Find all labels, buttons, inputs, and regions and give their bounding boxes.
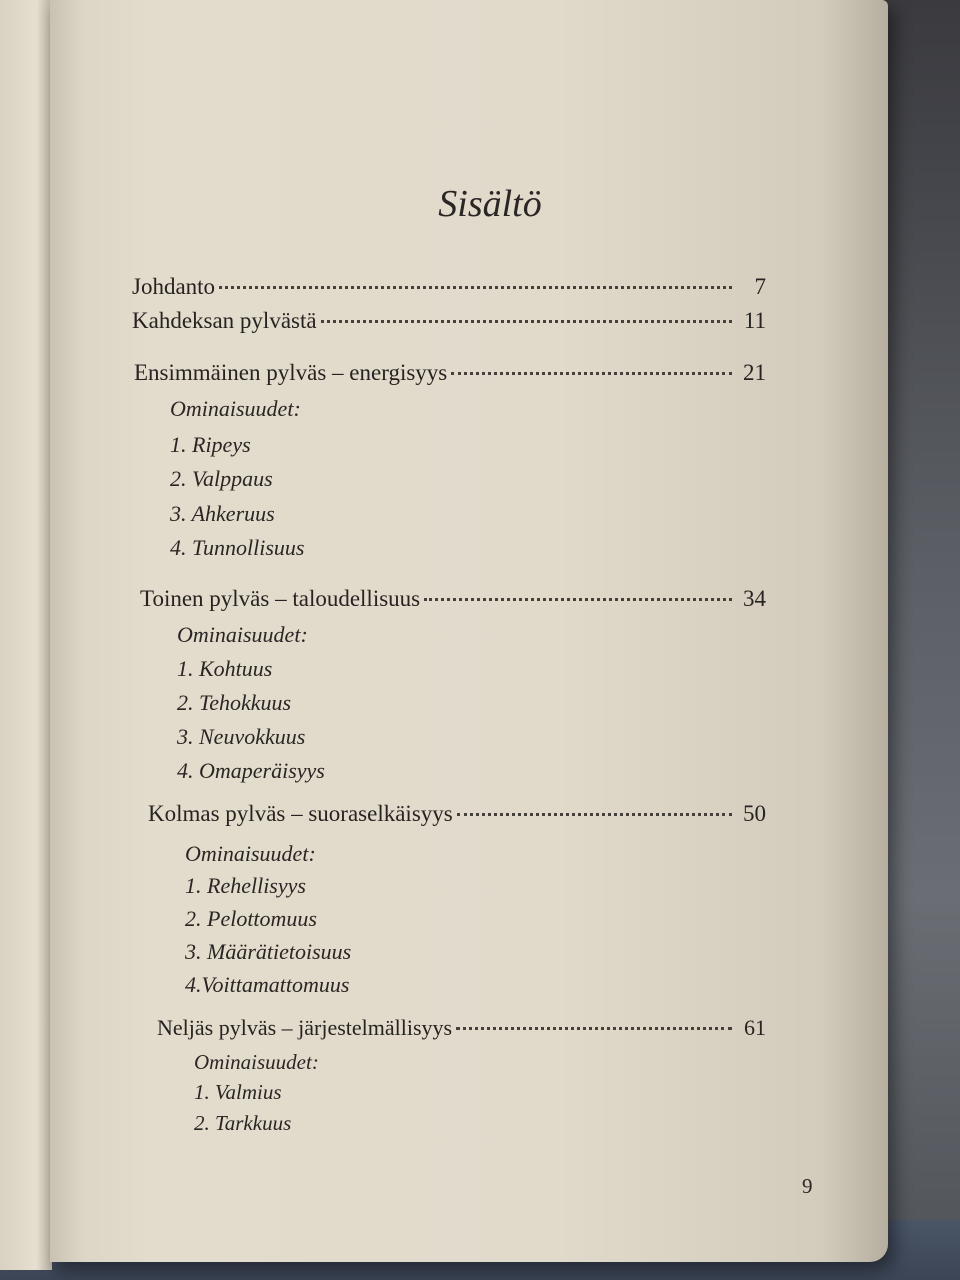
toc-chapter-label: Neljäs pylväs – järjestelmällisyys [157,1015,453,1040]
toc-entry-page: 7 [754,274,766,299]
chapter-4-item: 1. Valmius [194,1080,282,1104]
page-number: 9 [802,1174,813,1198]
chapter-2-item: 2. Tehokkuus [177,690,292,715]
dot-leader [424,598,732,601]
previous-page-edge [0,0,52,1270]
chapter-3-heading: Ominaisuudet: [185,841,316,866]
toc-chapter-page: 50 [743,801,766,826]
chapter-2-item: 1. Kohtuus [177,656,273,681]
background-right [880,0,960,1280]
toc-entry-page: 11 [743,308,766,333]
dot-leader [457,813,732,816]
chapter-4-item: 2. Tarkkuus [194,1111,292,1135]
chapter-3-item: 1. Rehellisyys [185,873,306,898]
chapter-2-item: 4. Omaperäisyys [177,758,325,783]
toc-chapter-2 [140,586,766,612]
toc-chapter-label: Kolmas pylväs – suoraselkäisyys [148,801,453,826]
dot-leader [219,286,732,289]
chapter-4-heading: Ominaisuudet: [194,1050,319,1074]
chapter-3-item: 3. Määrätietoisuus [185,939,352,964]
toc-entry-johdanto [132,274,766,300]
chapter-3-item: 2. Pelottomuus [185,906,317,931]
chapter-1-item: 4. Tunnollisuus [170,535,305,560]
chapter-3-item: 4.Voittamattomuus [185,972,350,997]
toc-chapter-label: Toinen pylväs – taloudellisuus [140,586,421,611]
chapter-1-item: 3. Ahkeruus [170,501,275,526]
chapter-1-heading: Ominaisuudet: [170,396,301,421]
toc-chapter-1 [134,360,766,386]
toc-chapter-page: 61 [744,1015,766,1040]
book-page [50,0,888,1262]
page-title: Sisältö [438,183,542,225]
chapter-2-heading: Ominaisuudet: [177,622,308,647]
chapter-1-item: 2. Valppaus [170,466,273,491]
toc-chapter-label: Ensimmäinen pylväs – energisyys [134,360,448,385]
toc-chapter-3 [148,801,766,827]
toc-chapter-4 [157,1015,766,1041]
dot-leader [456,1027,732,1030]
toc-entry-label: Johdanto [132,274,216,299]
chapter-2-item: 3. Neuvokkuus [177,724,306,749]
toc-entry-label: Kahdeksan pylvästä [132,308,317,333]
toc-entry-kahdeksan-pylvasta [132,308,766,334]
toc-chapter-page: 34 [743,586,766,611]
dot-leader [451,372,732,375]
toc-chapter-page: 21 [743,360,766,385]
dot-leader [321,320,732,323]
chapter-1-item: 1. Ripeys [170,432,251,457]
